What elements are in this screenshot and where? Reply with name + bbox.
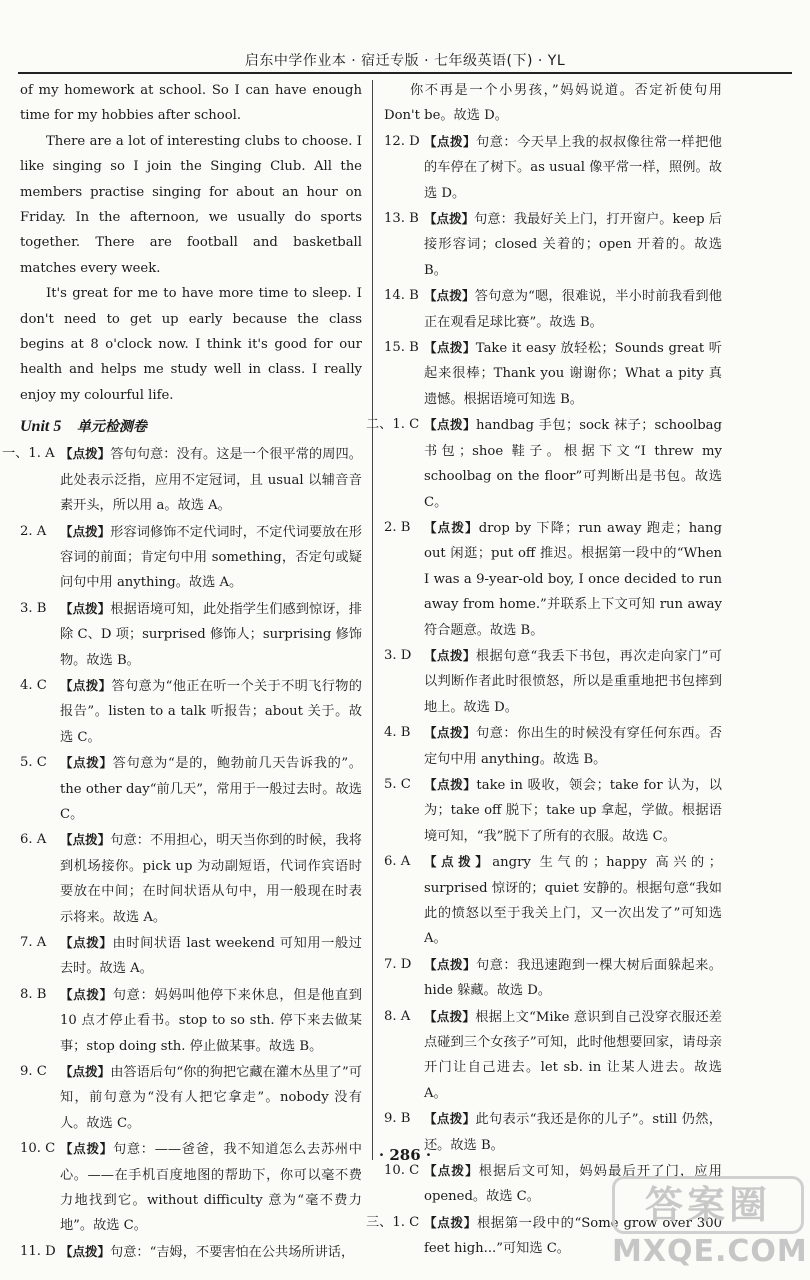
hint-tag: 【点拨】 (60, 935, 113, 950)
answer-number (20, 519, 46, 544)
answer-choice: 1. C (392, 417, 420, 433)
explanation-text: 由答语后句“你的狗把它藏在灌木丛里了”可知，前句意为“没有人把它拿走”。nobody 没有人。故选 C。 (60, 1065, 362, 1131)
answer-choice: 15. B (384, 340, 419, 356)
answer-item (384, 849, 722, 952)
answer-choice: 14. B (384, 288, 419, 304)
explanation-text: 根据上文“Mike 意识到自己没穿衣服还差点碰到三个女孩子”可知，此时他想要回家，请母亲开门让自己进去。let sb. in 让某人进去。故选 A。 (424, 1009, 722, 1101)
unit-subtitle: 单元检测卷 (76, 419, 147, 436)
answer-number (384, 206, 419, 231)
answer-item (20, 750, 362, 827)
answer-number (20, 596, 46, 621)
answer-choice: 7. D (384, 956, 412, 972)
explanation-text: drop by 下降；run away 跑走；hang out 闲逛；put off 推迟。根据第一段中的“When I was a 9-year-old boy, I once decided to run away from home.”并联系上下文可知 run away 符合题意。故选 B。 (424, 520, 722, 638)
answer-item (384, 772, 722, 849)
hint-tag: 【点拨】 (424, 854, 493, 870)
answer-choice: 12. D (384, 133, 420, 149)
left-column (2, 78, 362, 1265)
answer-choice: 7. A (20, 935, 47, 950)
hint-tag: 【点拨】 (424, 519, 479, 535)
section-label: 三、 (366, 1214, 393, 1230)
answer-number (20, 1059, 47, 1084)
hint-tag: 【点拨】 (60, 1141, 113, 1157)
explanation-text: Take it easy 放轻松；Sounds great 听起来很棒；Thank you 谢谢你；What a pity 真遗憾。根据语境可知选 B。 (424, 341, 722, 407)
explanation-text: 答句句意：没有。这是一个很平常的周四。此处表示泛指，应用不定冠词，且 usual 以辅音音素开头，所以用 a。故选 A。 (60, 447, 362, 514)
explanation-text: 根据句意“我丢下书包，再次走向家门”可以判断作者此时很愤怒，所以是重重地把书包摔到地上。故选 D。 (424, 648, 722, 715)
explanation-text: 根据第一段中的“Some grow over 300 feet high...”可知选 C。 (424, 1215, 722, 1257)
section-label: 二、 (366, 417, 393, 433)
running-header: 启东中学作业本 · 宿迁专版 · 七年级英语(下) · YL (244, 53, 566, 69)
answer-number (384, 643, 411, 668)
hint-tag: 【点拨】 (60, 832, 111, 848)
answer-number (384, 952, 411, 977)
answer-choice: 5. C (20, 755, 47, 771)
answer-list-section-1 (2, 441, 362, 1265)
explanation-text: 答句意为“嗯，很难说，半小时前我看到他正在观看足球比赛”。故选 B。 (424, 289, 722, 330)
hint-tag: 【点拨】 (424, 340, 476, 356)
answer-number (20, 673, 47, 698)
explanation-text: 答句意为“他正在听一个关于不明飞行物的报告”。listen to a talk 听报告；about 关于。故选 C。 (60, 678, 362, 745)
answer-number (2, 441, 55, 466)
answer-number (384, 772, 411, 797)
answer-number (384, 515, 410, 540)
answer-choice: 10. C (384, 1163, 420, 1179)
answer-choice: 13. B (384, 211, 419, 227)
answer-choice: 2. A (20, 523, 47, 539)
answer-item (384, 643, 722, 720)
answer-choice: 3. B (20, 600, 47, 616)
answer-number (384, 1004, 410, 1029)
essay-paragraph-2: There are a lot of interesting clubs to choose. I like singing so I join the Singing Club. All the members practise singing for about an hour on Friday. In the afternoon, we usually do sports together. There are football and basketball matches every week. (20, 133, 362, 276)
hint-tag: 【点拨】 (424, 956, 477, 972)
answer-number (384, 129, 420, 154)
explanation-text: 句意：我迅速跑到一棵大树后面躲起来。hide 躲藏。故选 D。 (424, 957, 722, 999)
unit-title: Unit 5 (20, 418, 62, 436)
hint-tag: 【点拨】 (424, 1111, 476, 1127)
explanation-text: 句意：不用担心，明天当你到的时候，我将到机场接你。pick up 为动副短语，代词作宾语时要放在中间；在时间状语从句中，用一般现在时表示将来。故选 A。 (60, 833, 362, 925)
essay-paragraph-1: of my homework at school. So I can have enough time for my hobbies after school. (20, 83, 362, 124)
hint-tag: 【点拨】 (60, 600, 111, 616)
explanation-text: handbag 手包；sock 袜子；schoolbag 书包；shoe 鞋子。根据下文“I threw my schoolbag on the floor”可判断出是书包。故选 C。 (424, 418, 722, 510)
answer-number (20, 930, 46, 955)
answer-item (384, 206, 722, 283)
explanation-text: take in 吸收，领会；take for 认为，以为；take off 脱下；take up 拿起，学做。根据语境可知，“我”脱下了所有的衣服。故选 C。 (424, 777, 722, 844)
page-number: · 286 · (378, 1146, 432, 1164)
column-divider (372, 80, 373, 1160)
hint-tag: 【点拨】 (424, 725, 477, 741)
explanation-text: 句意：“吉姆，不要害怕在公共场所讲话， (110, 1244, 355, 1260)
answer-choice: 2. B (384, 519, 411, 535)
answer-item (20, 982, 362, 1059)
answer-choice: 5. C (384, 776, 411, 792)
answer-item (20, 1239, 362, 1265)
continuation-text: 你不再是一个小男孩，”妈妈说道。否定祈使句用 Don't be。故选 D。 (384, 83, 722, 124)
answer-item (384, 952, 722, 1004)
hint-tag: 【点拨】 (60, 986, 113, 1002)
answer-choice: 8. A (384, 1008, 411, 1024)
answer-item (384, 129, 722, 206)
answer-item (384, 515, 722, 643)
answer-choice: 9. B (384, 1111, 411, 1127)
hint-tag: 【点拨】 (60, 755, 113, 771)
answer-item (384, 720, 722, 772)
explanation-text: 句意：我最好关上门，打开窗户。keep 后接形容词；closed 关着的；open 开着的。故选 B。 (424, 212, 722, 278)
right-column (366, 78, 722, 1262)
answer-choice: 11. D (20, 1243, 56, 1259)
explanation-text: 句意：你出生的时候没有穿任何东西。否定句中用 anything。故选 B。 (424, 726, 722, 767)
hint-tag: 【点拨】 (60, 446, 111, 462)
answer-choice: 1. A (28, 446, 55, 462)
hint-tag: 【点拨】 (424, 133, 477, 149)
answer-choice: 6. A (20, 832, 47, 848)
answer-item (20, 930, 362, 982)
answer-list-section-2 (366, 412, 722, 1210)
answer-choice: 4. C (20, 677, 47, 693)
answer-item (20, 1059, 362, 1136)
answer-item (384, 335, 722, 412)
hint-tag: 【点拨】 (424, 417, 476, 433)
answer-choice: 9. C (20, 1064, 47, 1080)
explanation-text: 根据后文可知，妈妈最后开了门，应用 opened。故选 C。 (424, 1164, 722, 1205)
answer-choice: 8. B (20, 986, 47, 1002)
answer-list-section-1-cont (384, 129, 722, 412)
answer-number (366, 412, 419, 437)
hint-tag: 【点拨】 (424, 1214, 477, 1230)
answer-item (366, 412, 722, 515)
explanation-text: 此句表示“我还是你的儿子”。still 仍然，还。故选 B。 (424, 1112, 722, 1153)
header-rule (18, 72, 792, 74)
explanation-text: 句意：——爸爸，我不知道怎么去苏州中心。——在手机百度地图的帮助下，你可以毫不费力地找到它。without difficulty 意为“毫不费力地”。故选 C。 (60, 1142, 362, 1234)
answer-item (20, 673, 362, 750)
explanation-text: 由时间状语 last weekend 可知用一般过去时。故选 A。 (60, 936, 362, 977)
explanation-text: 句意：妈妈叫他停下来休息，但是他直到 10 点才停止看书。stop to so sth. 停下来去做某事；stop doing sth. 停止做某事。故选 B。 (60, 987, 362, 1054)
hint-tag: 【点拨】 (424, 288, 475, 304)
answer-item (20, 519, 362, 596)
answer-item (384, 283, 722, 335)
answer-number (384, 283, 419, 308)
hint-tag: 【点拨】 (60, 523, 111, 539)
answer-number (384, 1106, 410, 1131)
answer-number (366, 1210, 419, 1235)
answer-number (20, 827, 46, 852)
watermark-logo (612, 1168, 808, 1274)
answer-item (20, 596, 362, 673)
hint-tag: 【点拨】 (424, 776, 477, 792)
answer-number (20, 750, 47, 775)
watermark-url: MXQE.COM (612, 1234, 808, 1269)
hint-tag: 【点拨】 (424, 1163, 479, 1179)
answer-number (20, 982, 46, 1007)
answer-choice: 10. C (20, 1141, 56, 1157)
watermark-logo-text: 答案圈 (612, 1176, 804, 1234)
explanation-text: 根据语境可知，此处指学生们感到惊讶，排除 C、D 项；surprised 修饰人；surprising 修饰物。故选 B。 (60, 601, 362, 668)
answer-number (384, 335, 419, 360)
answer-item (384, 1004, 722, 1107)
answer-choice: 4. B (384, 725, 411, 741)
explanation-text: angry 生气的；happy 高兴的；surprised 惊讶的；quiet 安静的。根据句意“我如此的愤怒以至于我关上门，又一次出发了”可知选 A。 (424, 855, 722, 947)
explanation-text: 答句意为“是的，鲍勃前几天告诉我的”。the other day“前几天”，常用于一般过去时。故选 C。 (60, 756, 362, 822)
essay-paragraph-3: It's great for me to have more time to sleep. I don't need to get up early because the class begins at 8 o'clock now. I think it's good for our health and helps me study well in class. I really enjoy my colourful life. (20, 286, 362, 403)
section-label: 一、 (2, 446, 29, 462)
answer-choice: 1. C (392, 1214, 420, 1230)
hint-tag: 【点拨】 (60, 677, 112, 693)
explanation-text: 句意：今天早上我的叔叔像往常一样把他的车停在了树下。as usual 像平常一样，照例。故选 D。 (424, 134, 722, 201)
unit-heading (20, 414, 362, 439)
hint-tag: 【点拨】 (60, 1064, 111, 1080)
answer-choice: 3. D (384, 647, 412, 663)
answer-number (384, 720, 410, 745)
answer-item (20, 827, 362, 930)
answer-number (384, 849, 410, 874)
explanation-text: 形容词修饰不定代词时，不定代词要放在形容词的前面；肯定句中用 something，否定句或疑问句中用 anything。故选 A。 (60, 524, 362, 591)
hint-tag: 【点拨】 (424, 647, 476, 663)
hint-tag: 【点拨】 (424, 211, 475, 227)
hint-tag: 【点拨】 (424, 1008, 476, 1024)
hint-tag: 【点拨】 (60, 1243, 111, 1259)
answer-choice: 6. A (384, 854, 411, 870)
answer-item (2, 441, 362, 518)
answer-number (20, 1239, 56, 1264)
